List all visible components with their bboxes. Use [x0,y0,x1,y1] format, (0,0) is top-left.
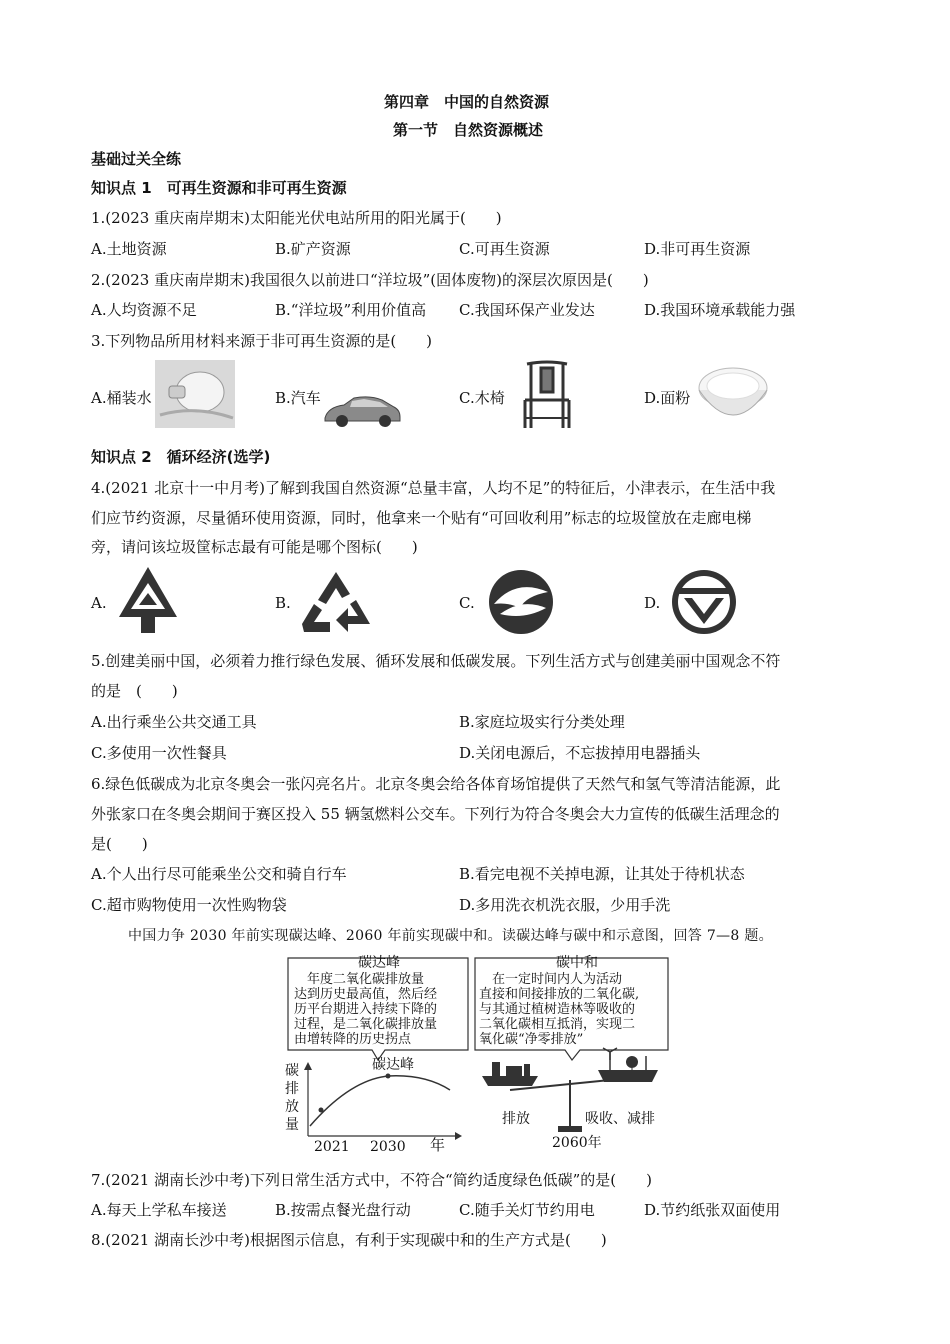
flour-bowl-image [695,360,771,430]
q6-option-d: D.多用洗衣机洗衣服，少用手洗 [459,896,671,914]
question-8-stem: 8.(2021 湖南长沙中考)根据图示信息，有利于实现碳中和的生产方式是( ) [91,1231,607,1249]
q1-option-a: A.土地资源 [91,240,167,258]
arrow-triangle-icon [117,565,179,635]
question-1-stem: 1.(2023 重庆南岸期末)太阳能光伏电站所用的阳光属于( ) [91,209,502,227]
q2-option-a: A.人均资源不足 [91,301,197,319]
q2-option-b: B.“洋垃圾”利用价值高 [275,301,427,319]
peak-box-line-1: 年度二氧化碳排放量 [294,972,425,987]
q3-option-c: C.木椅 [459,389,505,407]
neutral-box-line-5: 氧化碳“净零排放” [479,1032,584,1047]
q7-option-b: B.按需点餐光盘行动 [275,1201,411,1219]
question-6-line-3: 是( ) [91,835,148,853]
q4-option-d: D. [644,594,661,612]
q3-option-b: B.汽车 [275,389,321,407]
q6-option-b: B.看完电视不关掉电源，让其处于待机状态 [459,865,745,883]
v-circle-icon [670,568,738,636]
q5-option-c: C.多使用一次性餐具 [91,744,227,762]
x-tick-2030: 2030 [370,1139,406,1155]
q4-option-b: B. [275,594,291,612]
recycle-icon [300,570,372,634]
q1-option-d: D.非可再生资源 [644,240,751,258]
question-4-line-2: 们应节约资源，尽量循环使用资源，同时，他拿来一个贴有“可回收利用”标志的垃圾筐放在走廊电梯 [91,509,752,527]
question-7-stem: 7.(2021 湖南长沙中考)下列日常生活方式中，不符合“简约适度绿色低碳”的是( ) [91,1171,653,1189]
car-image [322,393,402,429]
q4-option-a: A. [91,594,107,612]
neutral-box-line-4: 二氧化碳相互抵消，实现二 [479,1017,636,1032]
q2-option-d: D.我国环境承载能力强 [644,301,796,319]
question-5-line-2: 的是 ( ) [91,682,178,700]
q5-option-a: A.出行乘坐公共交通工具 [91,713,257,731]
water-bottle-image [155,360,235,428]
question-6-line-2: 外张家口在冬奥会期间于赛区投入 55 辆氢燃料公交车。下列行为符合冬奥会大力宣传的低碳生活理念的 [91,805,780,823]
neutral-box-line-1: 在一定时间内人为活动 [479,972,623,987]
y-axis-label-4: 量 [285,1117,299,1133]
q7-option-a: A.每天上学私车接送 [91,1201,227,1219]
q1-option-b: B.矿产资源 [275,240,351,258]
absorb-label: 吸收、减排 [585,1111,655,1127]
y-axis-label-2: 排 [285,1081,299,1097]
q4-option-c: C. [459,594,475,612]
carbon-diagram [280,950,670,1160]
question-5-line-1: 5.创建美丽中国，必须着力推行绿色发展、循环发展和低碳发展。下列生活方式与创建美丽中国观念不符 [91,652,781,670]
q1-option-c: C.可再生资源 [459,240,550,258]
practice-title: 基础过关全练 [91,150,182,168]
y-axis-label-3: 放 [285,1099,299,1115]
q5-option-d: D.关闭电源后，不忘拔掉用电器插头 [459,744,701,762]
peak-box-line-2: 达到历史最高值，然后经 [294,987,438,1002]
q3-option-a: A.桶装水 [91,389,152,407]
question-4-line-1: 4.(2021 北京十一中月考)了解到我国自然资源“总量丰富，人均不足”的特征后，小津表示，在生活中我 [91,479,776,497]
emission-label: 排放 [502,1111,530,1127]
q6-option-a: A.个人出行尽可能乘坐公交和骑自行车 [91,865,347,883]
knowledge-point-1: 知识点 1 可再生资源和非可再生资源 [91,179,347,197]
q6-option-c: C.超市购物使用一次性购物袋 [91,896,287,914]
question-6-line-1: 6.绿色低碳成为北京冬奥会一张闪亮名片。北京冬奥会给各体育场馆提供了天然气和氢气等清洁能源，此 [91,775,781,793]
curve-peak-label: 碳达峰 [372,1057,414,1073]
section-title: 第一节 自然资源概述 [393,121,544,139]
neutral-box-title: 碳中和 [556,955,598,971]
chapter-title: 第四章 中国的自然资源 [384,93,550,111]
x-tick-2021: 2021 [314,1139,350,1155]
q3-option-d: D.面粉 [644,389,691,407]
questions-7-8-intro: 中国力争 2030 年前实现碳达峰、2060 年前实现碳中和。读碳达峰与碳中和示意图，回答 7—8 题。 [128,928,773,944]
peak-box-line-3: 历平台期进入持续下降的 [294,1002,438,1017]
question-4-line-3: 旁，请问该垃圾筐标志最有可能是哪个图标( ) [91,538,418,556]
neutral-box-line-3: 与其通过植树造林等吸收的 [479,1002,636,1017]
neutral-box-line-2: 直接和间接排放的二氧化碳, [479,987,640,1002]
wooden-chair-image [521,360,573,430]
q7-option-d: D.节约纸张双面使用 [644,1201,781,1219]
peak-box-title: 碳达峰 [358,955,400,971]
leaf-circle-icon [486,568,556,636]
year-2060-label: 2060年 [552,1135,602,1151]
peak-box-line-4: 过程，是二氧化碳排放量 [294,1017,438,1032]
x-axis-unit: 年 [430,1136,446,1154]
question-2-stem: 2.(2023 重庆南岸期末)我国很久以前进口“洋垃圾”(固体废物)的深层次原因是( ) [91,271,649,289]
q7-option-c: C.随手关灯节约用电 [459,1201,595,1219]
q5-option-b: B.家庭垃圾实行分类处理 [459,713,625,731]
q2-option-c: C.我国环保产业发达 [459,301,595,319]
y-axis-label-1: 碳 [285,1063,299,1079]
question-3-stem: 3.下列物品所用材料来源于非可再生资源的是( ) [91,332,433,350]
peak-box-line-5: 由增转降的历史拐点 [294,1032,412,1047]
knowledge-point-2: 知识点 2 循环经济(选学) [91,448,271,466]
